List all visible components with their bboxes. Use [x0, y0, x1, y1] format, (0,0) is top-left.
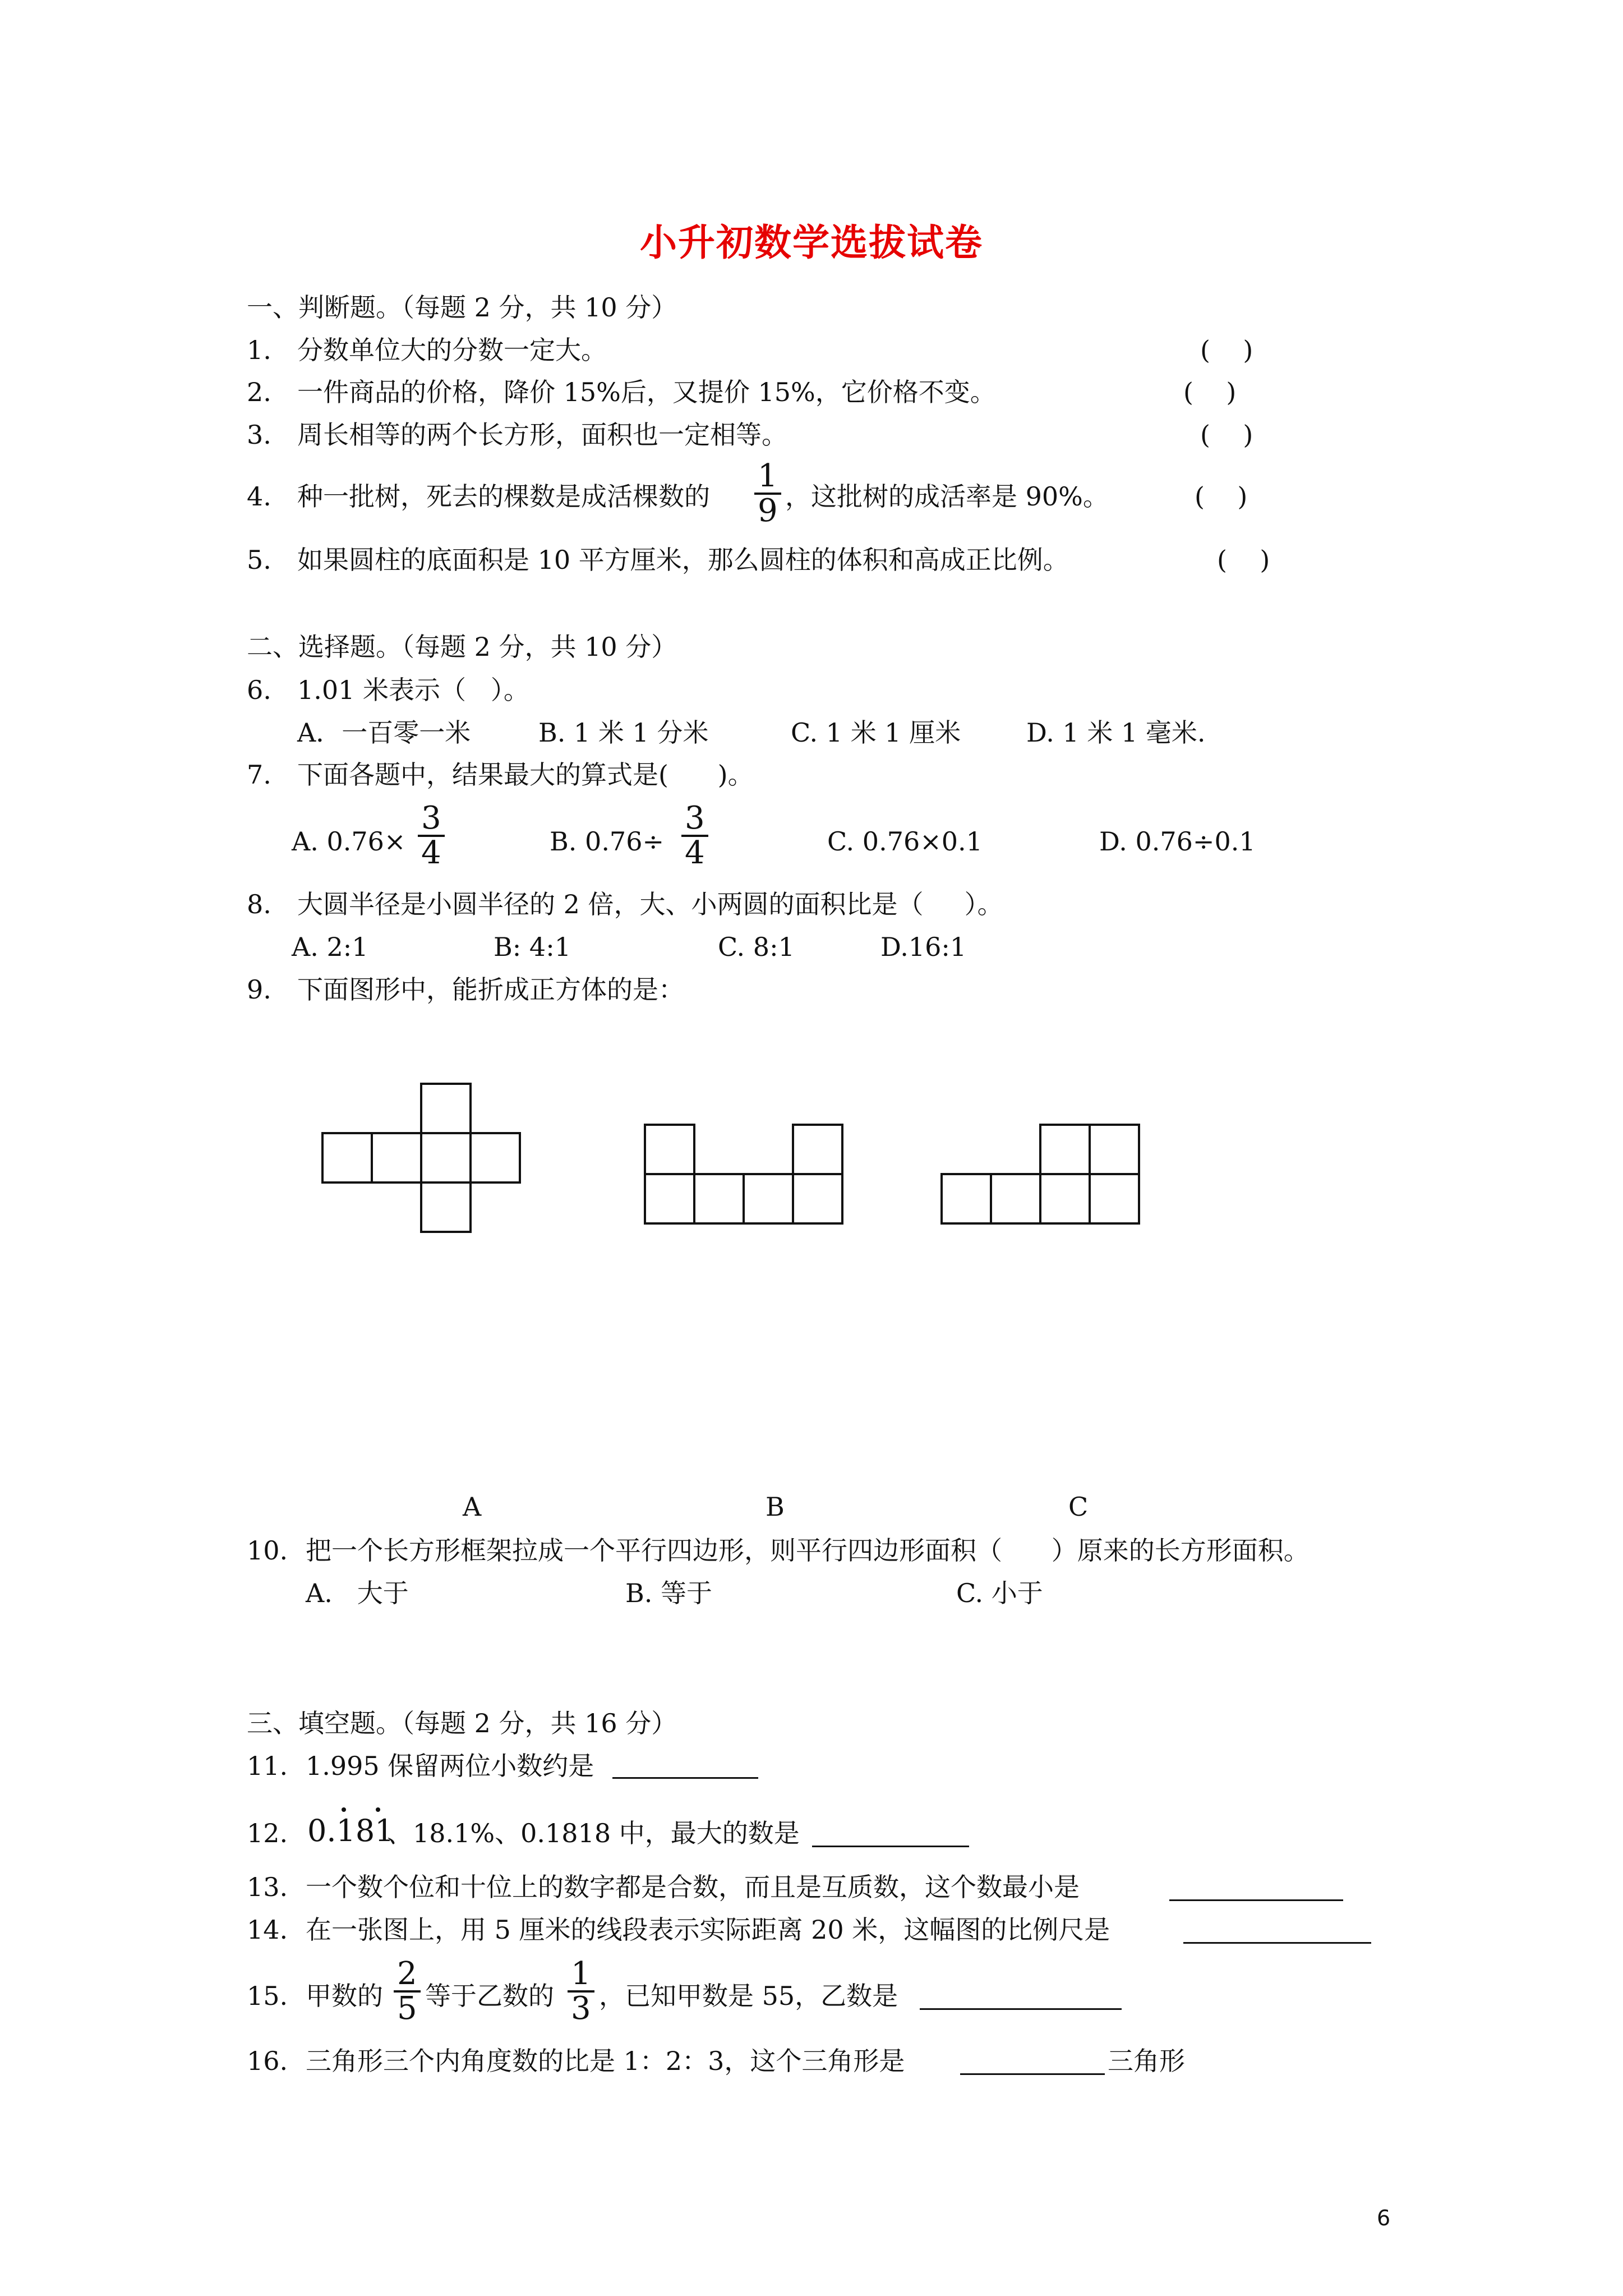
q6-option-d[interactable]: D. 1 米 1 毫米.	[1026, 717, 1206, 748]
q7-a-numerator: 3	[418, 802, 445, 837]
q15-text-2: 等于乙数的	[425, 1981, 554, 2011]
q3-number: 3.	[247, 420, 271, 450]
q15-number: 15.	[247, 1981, 288, 2011]
q8-number: 8.	[247, 889, 271, 919]
q7-number: 7.	[247, 760, 271, 790]
q9-number: 9.	[247, 974, 271, 1005]
q4-fraction-denominator: 9	[758, 493, 778, 529]
q4-answer-bracket[interactable]: ( )	[1195, 481, 1248, 512]
q4-fraction	[754, 460, 781, 527]
net-label-b: B	[766, 1492, 785, 1522]
q12-text: 、18.1%、0.1818 中，最大的数是	[387, 1818, 800, 1848]
q11-answer-blank[interactable]	[612, 1755, 758, 1779]
q7-option-a-fraction	[418, 802, 445, 869]
q4-fraction-numerator: 1	[754, 460, 781, 495]
q16-answer-blank[interactable]	[960, 2051, 1105, 2075]
q10-option-b[interactable]: B. 等于	[625, 1578, 713, 1608]
q6-number: 6.	[247, 675, 271, 705]
net-label-c: C	[1068, 1492, 1089, 1522]
q5-answer-bracket[interactable]: ( )	[1217, 545, 1270, 575]
q15-fraction-2	[568, 1955, 594, 2027]
q15-text-1: 甲数的	[306, 1981, 383, 2011]
q13-text: 一个数个位和十位上的数字都是合数，而且是互质数，这个数最小是	[306, 1872, 1080, 1902]
q10-number: 10.	[247, 1535, 288, 1566]
q15-f2-numerator: 1	[568, 1958, 594, 1993]
cube-net-b	[645, 1125, 842, 1223]
q13-number: 13.	[247, 1872, 288, 1902]
q16-suffix: 三角形	[1108, 2046, 1185, 2076]
q8-option-b[interactable]: B: 4:1	[494, 932, 571, 962]
q7-option-b[interactable]: B. 0.76÷	[550, 826, 665, 857]
q1-number: 1.	[247, 335, 271, 365]
q5-text: 如果圆柱的底面积是 10 平方厘米，那么圆柱的体积和高成正比例。	[297, 545, 1069, 575]
q7-option-a[interactable]: A. 0.76×	[292, 826, 406, 857]
q2-number: 2.	[247, 377, 271, 407]
q4-text-after: ，这批树的成活率是 90%。	[785, 481, 1109, 512]
q7-option-b-fraction	[681, 802, 708, 869]
net-label-a: A	[463, 1492, 482, 1522]
q15-f1-denominator: 5	[397, 1990, 417, 2027]
q16-number: 16.	[247, 2046, 288, 2076]
q4-number: 4.	[247, 481, 271, 512]
q13-answer-blank[interactable]	[1169, 1877, 1343, 1901]
q7-option-d[interactable]: D. 0.76÷0.1	[1099, 826, 1256, 857]
q10-option-a[interactable]: A. 大于	[306, 1578, 409, 1608]
q15-fraction-1	[394, 1955, 421, 2027]
q8-option-a[interactable]: A. 2:1	[292, 932, 368, 962]
q16-text: 三角形三个内角度数的比是 1：2：3，这个三角形是	[306, 2046, 905, 2076]
q6-option-b[interactable]: B. 1 米 1 分米	[538, 717, 709, 748]
cube-net-c	[942, 1125, 1139, 1223]
q1-text: 分数单位大的分数一定大。	[297, 335, 607, 365]
q9-text: 下面图形中，能折成正方体的是：	[297, 974, 684, 1005]
q12-number: 12.	[247, 1818, 288, 1848]
q6-option-c[interactable]: C. 1 米 1 厘米	[791, 717, 961, 748]
q15-answer-blank[interactable]	[920, 1986, 1122, 2010]
q12-repeat-dot-2	[376, 1807, 380, 1812]
q14-number: 14.	[247, 1915, 288, 1945]
q7-b-numerator: 3	[681, 802, 708, 837]
q12-repeat-dot-1	[342, 1807, 346, 1812]
q5-number: 5.	[247, 545, 271, 575]
cube-net-a	[322, 1084, 520, 1232]
section-1-heading: 一、判断题。（每题 2 分，共 10 分）	[247, 292, 677, 323]
q10-option-c[interactable]: C. 小于	[956, 1578, 1043, 1608]
q6-option-a[interactable]: A．一百零一米	[297, 717, 471, 748]
q12-repeating-decimal: 0.181	[307, 1813, 394, 1848]
q15-f2-denominator: 3	[571, 1990, 591, 2027]
q8-option-c[interactable]: C. 8:1	[718, 932, 795, 962]
q7-b-denominator: 4	[685, 835, 705, 871]
q10-text: 把一个长方形框架拉成一个平行四边形，则平行四边形面积（ ）原来的长方形面积。	[306, 1535, 1310, 1566]
q15-text-3: ，已知甲数是 55，乙数是	[599, 1981, 898, 2011]
q6-text: 1.01 米表示（ ）。	[297, 675, 529, 705]
q3-text: 周长相等的两个长方形，面积也一定相等。	[297, 420, 787, 450]
q7-a-denominator: 4	[421, 835, 441, 871]
q4-text-before: 种一批树，死去的棵数是成活棵数的	[297, 481, 710, 512]
page-number: 6	[1377, 2206, 1391, 2230]
q3-answer-bracket[interactable]: ( )	[1200, 420, 1253, 450]
q11-text: 1.995 保留两位小数约是	[306, 1751, 594, 1781]
q14-answer-blank[interactable]	[1183, 1920, 1371, 1944]
q2-answer-bracket[interactable]: ( )	[1183, 377, 1237, 407]
q11-number: 11.	[247, 1751, 288, 1781]
q12-answer-blank[interactable]	[812, 1823, 969, 1847]
page-title: 小升初数学选拔试卷	[640, 220, 983, 264]
q8-option-d[interactable]: D.16:1	[880, 932, 967, 962]
q15-f1-numerator: 2	[394, 1958, 421, 1993]
q7-option-c[interactable]: C. 0.76×0.1	[827, 826, 983, 857]
q14-text: 在一张图上，用 5 厘米的线段表示实际距离 20 米，这幅图的比例尺是	[306, 1915, 1110, 1945]
q1-answer-bracket[interactable]: ( )	[1200, 335, 1253, 365]
q7-text: 下面各题中，结果最大的算式是( )。	[297, 760, 754, 790]
section-2-heading: 二、选择题。（每题 2 分，共 10 分）	[247, 632, 677, 662]
section-3-heading: 三、填空题。（每题 2 分，共 16 分）	[247, 1708, 677, 1738]
q8-text: 大圆半径是小圆半径的 2 倍，大、小两圆的面积比是（ ）。	[297, 889, 1003, 919]
q2-text: 一件商品的价格，降价 15%后，又提价 15%，它价格不变。	[297, 377, 996, 407]
